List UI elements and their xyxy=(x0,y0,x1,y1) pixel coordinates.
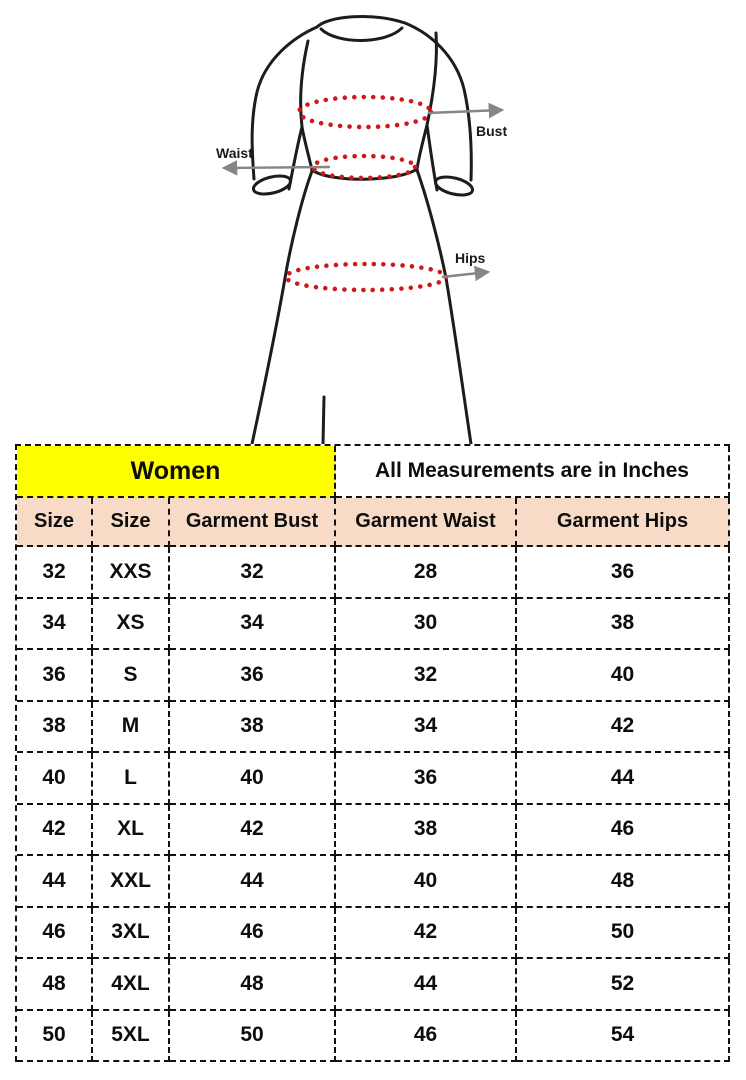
women-group-header: Women xyxy=(17,446,336,498)
bust-measure-ellipse xyxy=(299,97,431,127)
waist-arrow xyxy=(224,167,330,168)
table-cell-r2c4: 40 xyxy=(517,650,730,702)
table-cell-r6c4: 48 xyxy=(517,856,730,908)
table-cell-r8c3: 44 xyxy=(336,959,517,1011)
table-cell-r3c2: 38 xyxy=(170,702,336,754)
column-header-size-alpha: Size xyxy=(93,498,170,547)
hips-arrow xyxy=(442,272,488,277)
bust-arrow xyxy=(428,110,502,113)
table-cell-r9c2: 50 xyxy=(170,1011,336,1063)
table-cell-r4c4: 44 xyxy=(517,753,730,805)
table-cell-r8c4: 52 xyxy=(517,959,730,1011)
hips-measure-ellipse xyxy=(286,264,446,290)
table-cell-r4c0: 40 xyxy=(17,753,93,805)
table-cell-r3c1: M xyxy=(93,702,170,754)
table-cell-r5c1: XL xyxy=(93,805,170,857)
table-cell-r5c2: 42 xyxy=(170,805,336,857)
dress-outline xyxy=(252,16,475,444)
table-cell-r9c4: 54 xyxy=(517,1011,730,1063)
column-header-garment-bust: Garment Bust xyxy=(170,498,336,547)
table-cell-r6c2: 44 xyxy=(170,856,336,908)
table-cell-r4c2: 40 xyxy=(170,753,336,805)
units-note: All Measurements are in Inches xyxy=(336,446,730,498)
table-cell-r1c0: 34 xyxy=(17,599,93,651)
table-cell-r1c1: XS xyxy=(93,599,170,651)
table-cell-r1c2: 34 xyxy=(170,599,336,651)
column-header-garment-hips: Garment Hips xyxy=(517,498,730,547)
table-cell-r3c3: 34 xyxy=(336,702,517,754)
table-cell-r2c3: 32 xyxy=(336,650,517,702)
table-cell-r7c1: 3XL xyxy=(93,908,170,960)
table-cell-r3c4: 42 xyxy=(517,702,730,754)
table-cell-r7c2: 46 xyxy=(170,908,336,960)
table-cell-r9c1: 5XL xyxy=(93,1011,170,1063)
hips-label: Hips xyxy=(455,250,486,266)
table-cell-r2c0: 36 xyxy=(17,650,93,702)
table-cell-r9c0: 50 xyxy=(17,1011,93,1063)
table-cell-r8c2: 48 xyxy=(170,959,336,1011)
table-cell-r7c3: 42 xyxy=(336,908,517,960)
table-cell-r2c2: 36 xyxy=(170,650,336,702)
dress-diagram xyxy=(0,0,746,444)
table-cell-r7c4: 50 xyxy=(517,908,730,960)
waist-label: Waist xyxy=(216,145,253,161)
table-cell-r5c3: 38 xyxy=(336,805,517,857)
table-cell-r4c1: L xyxy=(93,753,170,805)
table-cell-r5c0: 42 xyxy=(17,805,93,857)
table-cell-r0c0: 32 xyxy=(17,547,93,599)
table-cell-r9c3: 46 xyxy=(336,1011,517,1063)
table-cell-r6c0: 44 xyxy=(17,856,93,908)
table-cell-r1c3: 30 xyxy=(336,599,517,651)
table-cell-r4c3: 36 xyxy=(336,753,517,805)
table-cell-r0c1: XXS xyxy=(93,547,170,599)
size-table xyxy=(15,444,730,1062)
table-cell-r8c0: 48 xyxy=(17,959,93,1011)
table-cell-r3c0: 38 xyxy=(17,702,93,754)
column-header-garment-waist: Garment Waist xyxy=(336,498,517,547)
table-cell-r2c1: S xyxy=(93,650,170,702)
table-cell-r0c3: 28 xyxy=(336,547,517,599)
table-cell-r6c1: XXL xyxy=(93,856,170,908)
table-cell-r6c3: 40 xyxy=(336,856,517,908)
column-header-size-numeric: Size xyxy=(17,498,93,547)
table-cell-r7c0: 46 xyxy=(17,908,93,960)
table-cell-r8c1: 4XL xyxy=(93,959,170,1011)
table-cell-r0c2: 32 xyxy=(170,547,336,599)
bust-label: Bust xyxy=(476,123,508,139)
table-cell-r5c4: 46 xyxy=(517,805,730,857)
table-cell-r0c4: 36 xyxy=(517,547,730,599)
table-cell-r1c4: 38 xyxy=(517,599,730,651)
